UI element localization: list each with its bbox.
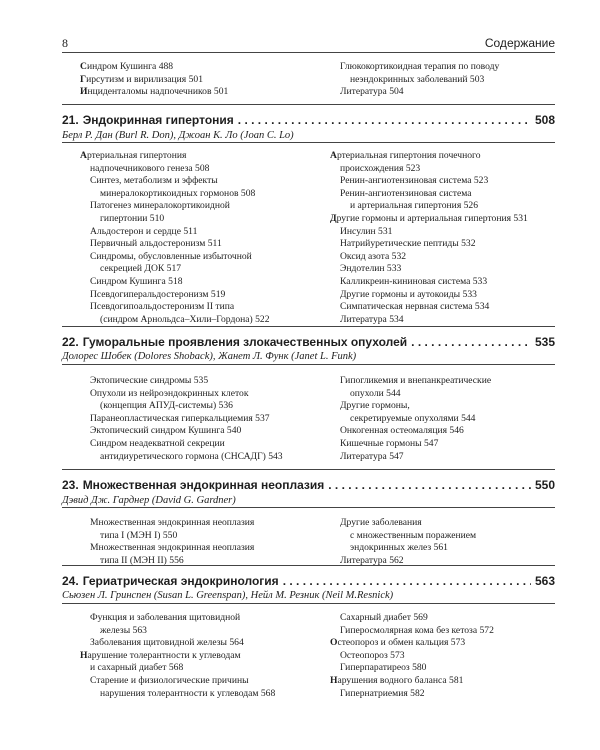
toc-entry: Синдром неадекватной секреции bbox=[90, 437, 225, 449]
toc-entry bbox=[330, 675, 494, 688]
chapter-number: 24. bbox=[62, 574, 79, 588]
toc-right-column bbox=[330, 375, 491, 463]
toc-entry: опухоли 544 bbox=[350, 387, 401, 399]
chapter-heading[interactable] bbox=[62, 334, 555, 350]
chapter-title: Гериатрическая эндокринология bbox=[82, 574, 279, 588]
toc-entry: Глюкокортикоидная терапия по поводу bbox=[340, 61, 500, 72]
toc-entry: Множественная эндокринная неоплазия bbox=[90, 517, 255, 528]
page-number: 8 bbox=[62, 36, 68, 50]
toc-entry: Гиперпаратиреоз 580 bbox=[340, 662, 427, 674]
chapter-authors: Берл Р. Дан (Burl R. Don), Джоан К. Ло (Joan C. Lo) bbox=[62, 130, 294, 141]
toc-entry-initial: И bbox=[80, 86, 88, 98]
toc-entry bbox=[80, 61, 228, 74]
toc-entry: Заболевания щитовидной железы 564 bbox=[90, 637, 244, 649]
chapter-authors: Долорес Шобек (Dolores Shoback), Жанет Л. Функ (Janet L. Funk) bbox=[62, 351, 357, 362]
toc-entry: Другие гормоны и аутокоиды 533 bbox=[340, 288, 477, 300]
toc-entry: минералокортикоидных гормонов 508 bbox=[100, 187, 256, 199]
toc-entry: антидиуретического гормона (СНСАДГ) 543 bbox=[100, 450, 283, 462]
toc-entry-initial: А bbox=[330, 150, 337, 161]
toc-entry: Остеопороз 573 bbox=[340, 649, 405, 661]
toc-entry: Эктопические синдромы 535 bbox=[90, 375, 209, 386]
toc-entry: Множественная эндокринная неоплазия bbox=[90, 542, 255, 554]
toc-entry: Псевдогипоальдостеронизм II типа bbox=[90, 301, 235, 313]
toc-left-column bbox=[80, 612, 275, 700]
toc-entry-text: стеопороз и обмен кальция 573 bbox=[337, 637, 466, 649]
toc-entry bbox=[330, 150, 528, 163]
toc-left-column bbox=[80, 61, 228, 99]
divider bbox=[62, 326, 555, 327]
toc-entry-initial: Д bbox=[330, 212, 337, 224]
toc-entry: Ренин-ангиотензиновая система 523 bbox=[340, 175, 489, 187]
toc-entry: Эктопический синдром Кушинга 540 bbox=[90, 425, 242, 437]
toc-right-column bbox=[330, 61, 499, 99]
toc-entry-text: индром Кушинга 488 bbox=[86, 61, 174, 72]
toc-entry: гипертонии 510 bbox=[100, 212, 165, 224]
toc-entry: Функция и заболевания щитовидной bbox=[90, 612, 241, 623]
toc-entry: Ренин-ангиотензиновая система bbox=[340, 187, 472, 199]
toc-entry-initial: Н bbox=[330, 674, 338, 686]
chapter-page: 550 bbox=[534, 478, 555, 492]
toc-entry: Синдром Кушинга 518 bbox=[90, 275, 183, 287]
divider bbox=[62, 469, 555, 470]
toc-entry: Натрийуретические пептиды 532 bbox=[340, 238, 476, 250]
toc-entry bbox=[80, 650, 275, 663]
toc-entry: Оксид азота 532 bbox=[340, 250, 407, 262]
toc-entry: типа II (МЭН II) 556 bbox=[100, 554, 184, 566]
chapter-heading[interactable] bbox=[62, 573, 555, 589]
divider bbox=[62, 104, 555, 105]
divider bbox=[62, 364, 555, 365]
toc-entry: Сахарный диабет 569 bbox=[340, 612, 428, 623]
toc-entry: Альдостерон и сердце 511 bbox=[90, 225, 198, 237]
toc-entry: типа I (МЭН I) 550 bbox=[100, 529, 178, 541]
toc-entry bbox=[80, 74, 228, 87]
toc-entry: (концепция АПУД-системы) 536 bbox=[100, 400, 233, 412]
chapter-heading[interactable] bbox=[62, 477, 555, 493]
toc-entry-initial: С bbox=[80, 61, 87, 72]
toc-entry: эндокринных желез 561 bbox=[350, 542, 448, 554]
toc-entry bbox=[80, 86, 228, 99]
toc-entry: происхождения 523 bbox=[340, 162, 421, 174]
toc-entry bbox=[330, 637, 494, 650]
section-title: Содержание bbox=[484, 36, 555, 50]
toc-entry: Паранеопластическая гиперкальциемия 537 bbox=[90, 412, 270, 424]
toc-entry: секрецией ДОК 517 bbox=[100, 263, 182, 275]
chapter-title: Эндокринная гипертония bbox=[82, 113, 234, 127]
toc-entry: Литература 562 bbox=[340, 554, 404, 566]
toc-entry: нарушения толерантности к углеводам 568 bbox=[100, 687, 276, 699]
page-header bbox=[62, 36, 555, 53]
chapter-heading[interactable] bbox=[62, 112, 555, 128]
dot-leader bbox=[283, 573, 531, 589]
toc-entry-text: ругие гормоны и артериальная гипертония 531 bbox=[336, 212, 528, 224]
toc-entry: и артериальная гипертония 526 bbox=[350, 200, 479, 212]
chapter-authors: Дэвид Дж. Гарднер (David G. Gardner) bbox=[62, 495, 236, 506]
toc-entry: Кишечные гормоны 547 bbox=[340, 437, 439, 449]
toc-entry: Псевдогиперальдостеронизм 519 bbox=[90, 288, 226, 300]
divider bbox=[62, 603, 555, 604]
toc-entry: надпочечникового генеза 508 bbox=[90, 162, 210, 174]
toc-entry: Литература 534 bbox=[340, 313, 404, 325]
toc-entry: Синтез, метаболизм и эффекты bbox=[90, 175, 218, 187]
toc-entry: железы 563 bbox=[100, 624, 147, 636]
dot-leader bbox=[411, 334, 531, 350]
toc-entry: Старение и физиологические причины bbox=[90, 674, 249, 686]
divider bbox=[62, 565, 555, 566]
toc-entry: Первичный альдостеронизм 511 bbox=[90, 238, 222, 250]
toc-entry bbox=[330, 213, 528, 226]
chapter-page: 535 bbox=[534, 335, 555, 349]
toc-entry: и сахарный диабет 568 bbox=[90, 662, 184, 674]
chapter-number: 21. bbox=[62, 113, 79, 127]
toc-left-column bbox=[80, 150, 270, 326]
toc-entry: Другие заболевания bbox=[340, 517, 422, 528]
toc-entry-text: нциденталомы надпочечников 501 bbox=[87, 86, 229, 98]
toc-entry: Другие гормоны, bbox=[340, 400, 410, 412]
toc-right-column bbox=[330, 150, 528, 326]
toc-entry: Симпатическая нервная система 534 bbox=[340, 301, 490, 313]
toc-entry: Опухоли из нейроэндокринных клеток bbox=[90, 387, 249, 399]
toc-entry: Синдромы, обусловленные избыточной bbox=[90, 250, 252, 262]
toc-right-column bbox=[330, 517, 476, 567]
toc-entry-text: ирсутизм и вирилизация 501 bbox=[86, 73, 203, 85]
chapter-page: 508 bbox=[534, 113, 555, 127]
chapter-title: Гуморальные проявления злокачественных опухолей bbox=[82, 335, 408, 349]
chapter-number: 23. bbox=[62, 478, 79, 492]
dot-leader bbox=[328, 477, 531, 493]
toc-entry-initial: Г bbox=[80, 73, 87, 85]
toc-entry: Онкогенная остеомаляция 546 bbox=[340, 425, 464, 437]
toc-entry: Инсулин 531 bbox=[340, 225, 393, 237]
toc-entry-text: ртериальная гипертония почечного bbox=[336, 150, 481, 161]
toc-entry: Гипогликемия и внепанкреатические bbox=[340, 375, 492, 386]
toc-entry: Литература 547 bbox=[340, 450, 404, 462]
toc-entry bbox=[80, 150, 270, 163]
toc-left-column bbox=[80, 517, 254, 567]
toc-entry: Гиперосмолярная кома без кетоза 572 bbox=[340, 624, 494, 636]
toc-entry: Эндотелин 533 bbox=[340, 263, 402, 275]
toc-left-column bbox=[80, 375, 283, 463]
toc-entry-text: арушение толерантности к углеводам bbox=[87, 649, 241, 661]
toc-entry: Патогенез минералокортикоидной bbox=[90, 200, 230, 212]
toc-entry: Калликреин-кининовая система 533 bbox=[340, 275, 488, 287]
toc-entry: (синдром Арнольдса–Хили–Гордона) 522 bbox=[100, 313, 270, 325]
toc-entry: с множественным поражением bbox=[350, 529, 477, 541]
toc-entry-text: ртериальная гипертония bbox=[86, 150, 187, 161]
dot-leader bbox=[238, 112, 531, 128]
chapter-authors: Сьюзен Л. Гринспен (Susan L. Greenspan), Нейл М. Резник (Neil M.Resnick) bbox=[62, 590, 394, 601]
chapter-title: Множественная эндокринная неоплазия bbox=[82, 478, 325, 492]
toc-entry-initial: Н bbox=[80, 649, 88, 661]
chapter-number: 22. bbox=[62, 335, 79, 349]
toc-entry-initial: О bbox=[330, 637, 338, 649]
toc-entry-initial: А bbox=[80, 150, 87, 161]
divider bbox=[62, 507, 555, 508]
chapter-page: 563 bbox=[534, 574, 555, 588]
toc-entry-text: арушения водного баланса 581 bbox=[337, 674, 464, 686]
toc-entry: неэндокринных заболеваний 503 bbox=[350, 73, 485, 85]
toc-entry: секретируемые опухолями 544 bbox=[350, 412, 476, 424]
toc-right-column bbox=[330, 612, 494, 700]
toc-entry: Гипернатриемия 582 bbox=[340, 687, 425, 699]
toc-entry: Литература 504 bbox=[340, 86, 404, 98]
divider bbox=[62, 142, 555, 143]
